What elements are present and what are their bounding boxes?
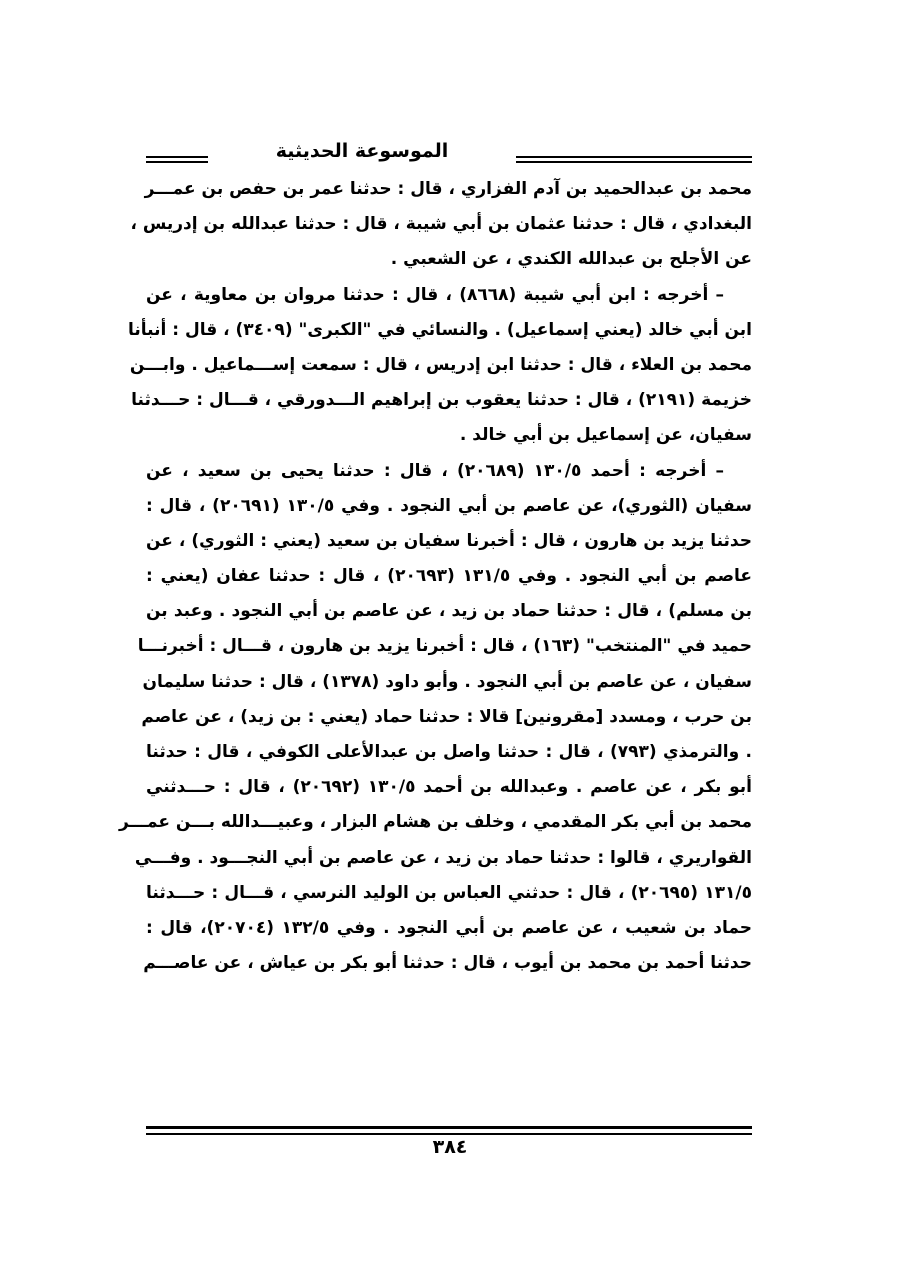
text-line: البغدادي ، قال : حدثنا عثمان بن أبي شيبة ، قال : حدثنا عبدالله بن إدريس ، xyxy=(130,214,752,235)
text-line: بن حرب ، ومسدد [مقرونين] قالا : حدثنا حماد (يعني : بن زيد) ، عن عاصم xyxy=(141,706,752,727)
text-line: بن مسلم) ، قال : حدثنا حماد بن زيد ، عن عاصم بن أبي النجود . وعبد بن xyxy=(146,601,752,622)
text-line: سفيان (الثوري)، عن عاصم بن أبي النجود . وفي ١٣٠/٥ (٢٠٦٩١) ، قال : xyxy=(146,495,752,516)
text-line: عن الأجلح بن عبدالله الكندي ، عن الشعبي . xyxy=(390,249,752,270)
header-title: الموسوعة الحديثية xyxy=(275,140,449,162)
text-line: محمد بن أبي بكر المقدمي ، وخلف بن هشام البزار ، وعبيـــدالله بـــن عمـــر xyxy=(118,812,752,833)
page-number: ٣٨٤ xyxy=(432,1136,468,1158)
header-rule-left xyxy=(146,156,208,163)
body-text xyxy=(118,172,752,981)
text-line: محمد بن عبدالحميد بن آدم الفزاري ، قال : حدثنا عمر بن حفص بن عمـــر xyxy=(144,179,752,199)
text-line: – أخرجه : ابن أبي شيبة (٨٦٦٨) ، قال : حدثنا مروان بن معاوية ، عن xyxy=(146,284,725,305)
page-header xyxy=(146,136,752,176)
text-line: . والترمذي (٧٩٣) ، قال : حدثنا واصل بن عبدالأعلى الكوفي ، قال : حدثنا xyxy=(146,742,752,762)
text-line: سفيان ، عن عاصم بن أبي النجود . وأبو داود (١٣٧٨) ، قال : حدثنا سليمان xyxy=(142,671,752,692)
footer-rule xyxy=(146,1126,752,1135)
text-line: القواريري ، قالوا : حدثنا حماد بن زيد ، عن عاصم بن أبي النجـــود . وفـــي xyxy=(134,847,752,868)
text-line: أبو بكر ، عن عاصم . وعبدالله بن أحمد ١٣٠/٥ (٢٠٦٩٢) ، قال : حـــدثني xyxy=(146,777,752,798)
text-line: سفيان، عن إسماعيل بن أبي خالد . xyxy=(459,425,752,446)
text-line: خزيمة (٢١٩١) ، قال : حدثنا يعقوب بن إبراهيم الـــدورقي ، قـــال : حـــدثنا xyxy=(131,390,752,411)
text-line: حميد في "المنتخب" (١٦٣) ، قال : أخبرنا يزيد بن هارون ، قـــال : أخبرنـــا xyxy=(137,636,752,657)
text-line: محمد بن العلاء ، قال : حدثنا ابن إدريس ، قال : سمعت إســـماعيل . وابـــن xyxy=(129,354,752,375)
text-line: ابن أبي خالد (يعني إسماعيل) . والنسائي في "الكبرى" (٣٤٠٩) ، قال : أنبأنا xyxy=(128,319,752,340)
text-line: حدثنا يزيد بن هارون ، قال : أخبرنا سفيان بن سعيد (يعني : الثوري) ، عن xyxy=(146,530,752,551)
text-line: ١٣١/٥ (٢٠٦٩٥) ، قال : حدثني العباس بن الوليد النرسي ، قـــال : حـــدثنا xyxy=(146,882,752,903)
text-line: عاصم بن أبي النجود . وفي ١٣١/٥ (٢٠٦٩٣) ، قال : حدثنا عفان (يعني : xyxy=(146,566,752,587)
text-line: حدثنا أحمد بن محمد بن أيوب ، قال : حدثنا أبو بكر بن عياش ، عن عاصـــم xyxy=(143,953,752,974)
text-line: – أخرجه : أحمد ١٣٠/٥ (٢٠٦٨٩) ، قال : حدثنا يحيى بن سعيد ، عن xyxy=(146,460,725,481)
text-line: حماد بن شعيب ، عن عاصم بن أبي النجود . وفي ١٣٢/٥ (٢٠٧٠٤)، قال : xyxy=(146,917,752,938)
header-rule-right xyxy=(516,156,752,163)
